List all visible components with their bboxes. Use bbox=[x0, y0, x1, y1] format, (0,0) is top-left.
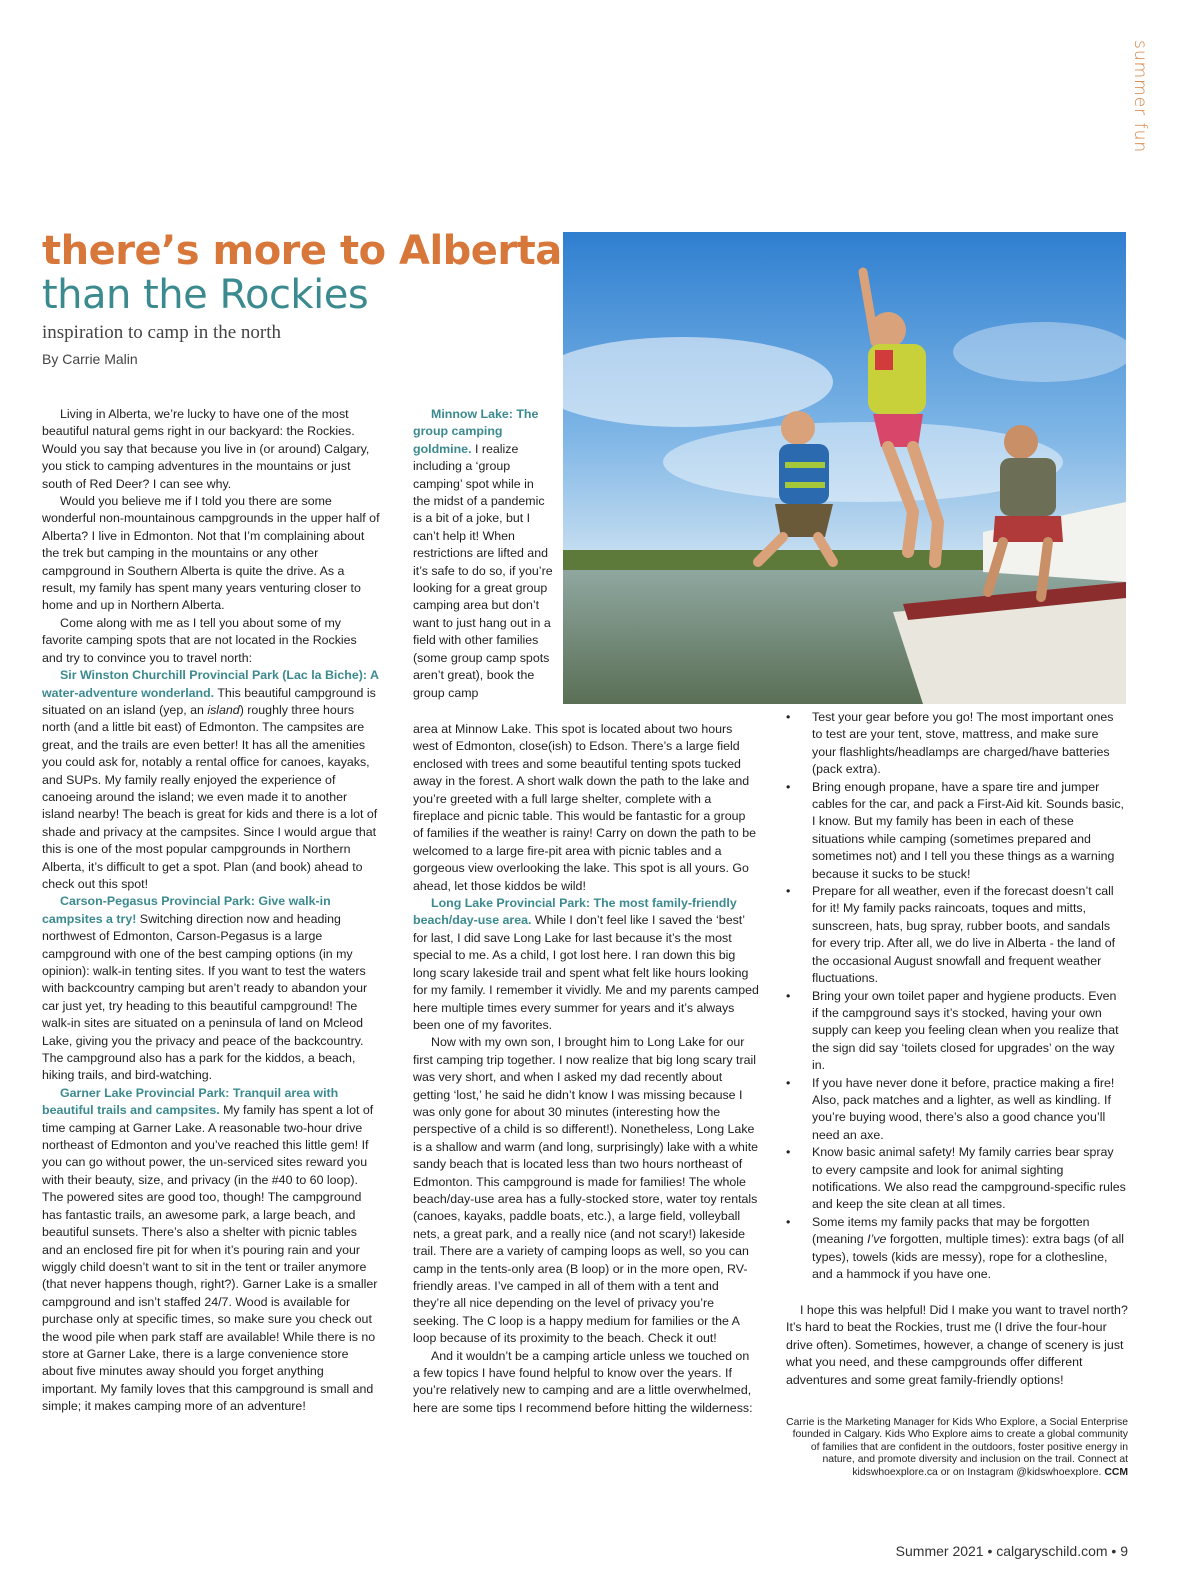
long-lake-text: While I don’t feel like I saved the ‘best’ for last, I did save Long Lake for last because it’s the most special to me. As a child, I got lost here. I ran down this big long scary lakeside trail and spent what felt like hours looking for my family. I remember it vividly. Me and my parents camped here multiple times every summer for years and it’s always been one of my favorites. bbox=[413, 913, 759, 1032]
section-minnow-lake bbox=[413, 406, 553, 702]
byline: By Carrie Malin bbox=[42, 351, 138, 367]
tip7-text-b: forgotten, multiple times): extra bags (of all types), towels (kids are messy), rope for a clothesline, and a hammock if you have one. bbox=[812, 1232, 1124, 1281]
section-carson-pegasus bbox=[42, 893, 380, 1084]
minnow-lake-continued: area at Minnow Lake. This spot is located about two hours west of Edmonton, close(ish) to Edson. There’s a large field enclosed with trees and some beautiful tenting spots tucked away in the forest. A short walk down the path to the lake and you’re greeted with a full large shelter, complete with a fireplace and picnic table. This would be fantastic for a group of families if the weather is rainy! Carry on down the path to be welcomed to a large fire-pit area with picnic tables and a gorgeous view overlooking the lake. This spot is all yours. Go ahead, let those kiddos be wild! bbox=[413, 722, 756, 893]
sir-winston-text-b: ) roughly three hours north (and a little bit east) of Edmonton. The campsites are great, and the trails are even better! It has all the amenities you could ask for, notably a rental office for canoes, kayaks, and SUPs. My family really enjoyed the experience of canoeing around the island; we even made it to another island nearby! The beach is great for kids and there is a lot of shade and privacy at the campsites. Since I would argue that this is one of the most popular campgrounds in Northern Alberta, it’s difficult to get a spot. Plan (and book) ahead to check out this spot! bbox=[42, 702, 378, 891]
author-bio bbox=[786, 1417, 1128, 1479]
intro-paragraph-2: Would you believe me if I told you there are some wonderful non-mountainous campgrounds in the upper half of Alberta? I live in Edmonton. Not that I’m complaining about the trek but camping in the mountains or any other campground in Southern Alberta is quite the drive. As a result, my family has spent many years venturing closer to home and up in Northern Alberta. bbox=[42, 494, 380, 613]
section-garner-lake bbox=[42, 1085, 380, 1416]
minnow-lake-text-a: I realize including a ‘group camping’ spot while in the midst of a pandemic is a bit of a joke, but I can’t help it! When restrictions are lifted and it’s safe to do so, if you’re looking for a great group camping area but don’t want to just hang out in a field with other families (some group camp spots aren’t great), book the group camp bbox=[413, 441, 553, 700]
long-lake-son-paragraph: Now with my own son, I brought him to Long Lake for our first camping trip together. I now realize that big long scary trail was very short, and when I asked my dad recently about getting ‘lost,’ he said he didn’t know I was missing because I was only gone for about 30 minutes (interesting how the perspective of a child is so different!). Nonetheless, Long Lake is a shallow and warm (and long, surprisingly) lake with a white sandy beach that is located less than two hours northeast of Edmonton. This campground is made for families! The whole beach/day-use area has a fully-stocked store, water toy rentals (canoes, kayaks, paddle boats, etc.), a large field, volleyball nets, a great park, and a really nice (and not scary!) lakeside trail. There are a variety of camping loops as well, so you can camp in the tents-only area (B loop) or in the more open, RV-friendly areas. I’ve camped in all of them with a tent and they’re all nice depending on the level of privacy you’re seeking. The C loop is a happy medium for families or the A loop because of its proximity to the beach. Check it out! bbox=[413, 1035, 759, 1346]
author-bio-mark: CCM bbox=[1104, 1466, 1128, 1478]
kids-jumping-photo bbox=[563, 232, 1126, 704]
section-tab-label: summer fun bbox=[1130, 40, 1150, 154]
heading-minnow-lake: Minnow Lake: The group camping goldmine. bbox=[413, 407, 539, 456]
tip-item: • Bring your own toilet paper and hygiene products. Even if the campground says it’s stocked, having your own supply can keep you feeling clean when you realize that the sign did say ‘toilets closed for upgrades’ on the way in. bbox=[786, 988, 1126, 1075]
section-sir-winston bbox=[42, 667, 380, 893]
section-long-lake bbox=[413, 895, 759, 1034]
tip-item: • If you have never done it before, practice making a fire! Also, pack matches and a lighter, as well as kindling. If you’re buying wood, there’s also a good chance you’ll need an axe. bbox=[786, 1075, 1126, 1145]
sir-winston-text-a: This beautiful campground is situated on an island (yep, an bbox=[42, 685, 376, 717]
subtitle: inspiration to camp in the north bbox=[42, 322, 282, 343]
heading-carson-pegasus: Carson-Pegasus Provincial Park: Give walk-in campsites a try! bbox=[42, 894, 331, 926]
sir-winston-italic: island bbox=[207, 702, 240, 717]
tip7-italic: I’ve bbox=[867, 1232, 887, 1247]
heading-garner-lake: Garner Lake Provincial Park: Tranquil area with beautiful trails and campsites. bbox=[42, 1085, 339, 1118]
photo-illustration bbox=[563, 232, 1126, 704]
intro-paragraph-3: Come along with me as I tell you about some of my favorite camping spots that are not located in the Rockies and try to convince you to travel north: bbox=[42, 615, 357, 665]
heading-long-lake: Long Lake Provincial Park: The most family-friendly beach/day-use area. bbox=[413, 896, 737, 928]
tips-list bbox=[786, 709, 1126, 1283]
tips-intro-paragraph: And it wouldn’t be a camping article unless we touched on a few topics I have found helpful to know over the years. If you’re relatively new to camping and are a little overwhelmed, here are some tips I recommend before hitting the wilderness: bbox=[413, 1348, 753, 1415]
tip-item bbox=[786, 1214, 1126, 1284]
author-bio-text: Carrie is the Marketing Manager for Kids Who Explore, a Social Enterprise founded in Calgary. Kids Who Explore aims to create a global community of families that are confident in the outdoors, foster positive energy in nature, and promote diversity and inclusion on the trail. Connect at kidswhoexplore.ca or on Instagram @kidswhoexplore. bbox=[786, 1417, 1128, 1478]
closing-paragraph: I hope this was helpful! Did I make you want to travel north? It’s hard to beat the Rockies, trust me (I drive the four-hour drive often). Sometimes, however, a change of scenery is just what you need, and these campgrounds offer different adventures and some great family-friendly options! bbox=[786, 1303, 1128, 1387]
tip-item: • Prepare for all weather, even if the forecast doesn’t call for it! My family packs raincoats, toques and mitts, sunscreen, hats, bug spray, rubber boots, and sandals for every trip. After all, we do live in Alberta - the land of the occasional August snowfall and frequent weather fluctuations. bbox=[786, 883, 1126, 987]
page-footer: Summer 2021 • calgaryschild.com • 9 bbox=[895, 1543, 1128, 1559]
heading-sir-winston: Sir Winston Churchill Provincial Park (Lac la Biche): A water-adventure wonderland. bbox=[42, 668, 379, 700]
column-1 bbox=[42, 406, 380, 1416]
tip-item: • Test your gear before you go! The most important ones to test are your tent, stove, mattress, and make sure your flashlights/headlamps are charged/have batteries (pack extra). bbox=[786, 709, 1126, 779]
tip-item: • Bring enough propane, have a spare tire and jumper cables for the car, and pack a First-Aid kit. Sounds basic, I know. But my family has been in each of these situations while camping (sometimes prepared and sometimes not) and I tell you these things as a warning because it sucks to be stuck! bbox=[786, 779, 1126, 883]
column-2-bottom bbox=[413, 721, 759, 1417]
garner-lake-text: My family has spent a lot of time camping at Garner Lake. A reasonable two-hour drive northeast of Edmonton and you’ve reached this little gem! If you can go without power, the un-serviced sites reward you with their beauty, size, and privacy (in the #40 to 60 loop). The powered sites are good too, though! The campground has fantastic trails, an awesome park, a large beach, and beautiful sunsets. There’s also a shelter with picnic tables and an enclosed fire pit for when it’s pouring rain and your wiggly child doesn’t want to sit in the tent or trailer anymore (that never happens though, right?). Garner Lake is a smaller campground and isn’t staffed 24/7. Wood is available for purchase only at specific times, so make sure you check out the wood pile when park staff are available! While there is no store at Garner Lake, there is a large convenience store about five minutes away should you forget anything important. My family loves that this campground is small and simple; it makes camping more of an adventure! bbox=[42, 1103, 378, 1414]
section-tab bbox=[1110, 40, 1170, 200]
column-2-top bbox=[413, 406, 553, 702]
intro-paragraph-1: Living in Alberta, we’re lucky to have one of the most beautiful natural gems right in our backyard: the Rockies. Would you say that because you live in (or around) Calgary, you stick to camping adventures in the mountains or just south of Red Deer? I can see why. bbox=[42, 407, 370, 491]
carson-pegasus-text: Switching direction now and heading northwest of Edmonton, Carson-Pegasus is a large campground with one of the best camping options (in my opinion): walk-in tenting sites. If you want to test the waters with backcountry camping but aren’t ready to abandon your car just yet, try heading to this beautiful campground! The walk-in sites are situated on a peninsula of land on Mcleod Lake, giving you the privacy and peace of the backcountry. The campground also has a park for the kiddos, a beach, hiking trails, and bird-watching. bbox=[42, 911, 368, 1083]
tip-item: • Know basic animal safety! My family carries bear spray to every campsite and look for animal sighting notifications. We also read the campground-specific rules and keep the site clean at all times. bbox=[786, 1144, 1126, 1214]
title-line-1: there’s more to Alberta bbox=[42, 228, 562, 274]
tip7-text-a: Some items my family packs that may be forgotten (meaning bbox=[812, 1214, 1090, 1247]
title-line-2: than the Rockies bbox=[42, 272, 369, 318]
